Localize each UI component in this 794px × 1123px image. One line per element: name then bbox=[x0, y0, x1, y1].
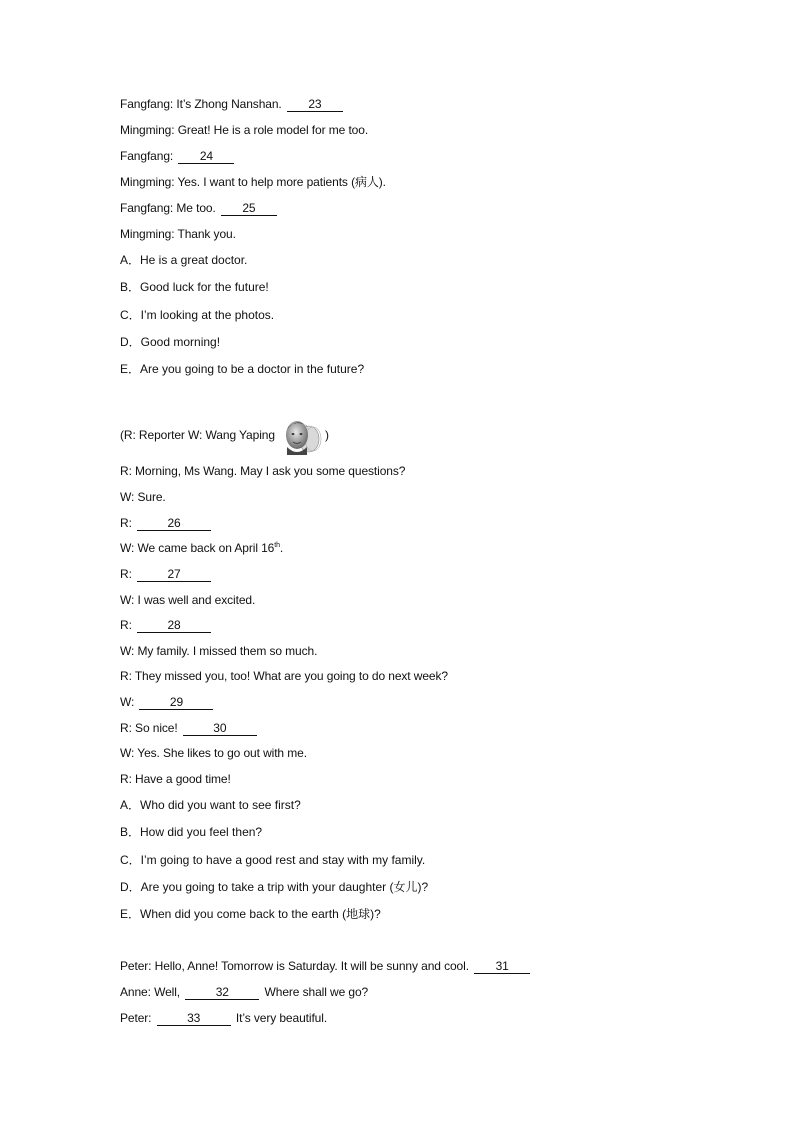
dialogue2-line-9: R: They missed you, too! What are you going to do next week? bbox=[120, 669, 448, 683]
dialogue1-line-3: Fangfang: 24 bbox=[120, 148, 236, 164]
dialogue1-line-4: Mingming: Yes. I want to help more patients (病人). bbox=[120, 175, 386, 189]
answer-blank-29: 29 bbox=[139, 696, 213, 710]
answer-blank-32: 32 bbox=[185, 986, 259, 1000]
dialogue2-line-6: W: I was well and excited. bbox=[120, 593, 256, 607]
dialogue2-option-b: B．How did you feel then? bbox=[120, 825, 263, 839]
dialogue1-option-e: E．Are you going to be a doctor in the future? bbox=[120, 362, 365, 376]
dialogue2-line-8: W: My family. I missed them so much. bbox=[120, 644, 318, 658]
dialogue2-line-13: R: Have a good time! bbox=[120, 772, 231, 786]
dialogue1-line-6: Mingming: Thank you. bbox=[120, 227, 236, 241]
dialogue3-line-2: Anne: Well, 32 Where shall we go? bbox=[120, 985, 369, 999]
answer-blank-27: 27 bbox=[137, 568, 211, 582]
answer-blank-23: 23 bbox=[287, 98, 343, 112]
answer-blank-26: 26 bbox=[137, 517, 211, 531]
dialogue1-line-1: Fangfang: It’s Zhong Nanshan. 23 bbox=[120, 96, 345, 112]
dialogue2-intro: (R: Reporter W: Wang Yaping ) bbox=[120, 416, 329, 455]
dialogue2-line-11: R: So nice! 30 bbox=[120, 720, 259, 736]
dialogue2-line-5: R: 27 bbox=[120, 566, 213, 582]
dialogue1-option-a: A．He is a great doctor. bbox=[120, 253, 248, 267]
dialogue2-line-12: W: Yes. She likes to go out with me. bbox=[120, 746, 307, 760]
answer-blank-24: 24 bbox=[178, 150, 234, 164]
dialogue3-line-3: Peter: 33 It’s very beautiful. bbox=[120, 1011, 328, 1025]
answer-blank-28: 28 bbox=[137, 619, 211, 633]
dialogue2-option-a: A．Who did you want to see first? bbox=[120, 798, 301, 812]
dialogue1-option-d: D．Good morning! bbox=[120, 335, 221, 349]
answer-blank-25: 25 bbox=[221, 202, 277, 216]
dialogue2-line-2: W: Sure. bbox=[120, 490, 166, 504]
dialogue1-option-b: B．Good luck for the future! bbox=[120, 280, 269, 294]
dialogue2-option-c: C．I’m going to have a good rest and stay with my family. bbox=[120, 853, 426, 867]
dialogue1-line-5: Fangfang: Me too. 25 bbox=[120, 200, 279, 216]
dialogue1-option-c: C．I’m looking at the photos. bbox=[120, 308, 275, 322]
dialogue2-line-10: W: 29 bbox=[120, 694, 215, 710]
astronaut-portrait-image bbox=[279, 417, 323, 455]
dialogue2-line-1: R: Morning, Ms Wang. May I ask you some questions? bbox=[120, 464, 406, 478]
answer-blank-31: 31 bbox=[474, 960, 530, 974]
answer-blank-30: 30 bbox=[183, 722, 257, 736]
dialogue2-line-7: R: 28 bbox=[120, 617, 213, 633]
dialogue2-line-4: W: We came back on April 16th. bbox=[120, 541, 284, 555]
dialogue3-line-1: Peter: Hello, Anne! Tomorrow is Saturday. It will be sunny and cool. 31 bbox=[120, 958, 532, 974]
dialogue2-option-e: E．When did you come back to the earth (地球)? bbox=[120, 907, 381, 921]
dialogue2-option-d: D．Are you going to take a trip with your daughter (女儿)? bbox=[120, 880, 429, 894]
astronaut-portrait-svg bbox=[279, 417, 323, 455]
dialogue1-line-2: Mingming: Great! He is a role model for me too. bbox=[120, 123, 369, 137]
answer-blank-33: 33 bbox=[157, 1012, 231, 1026]
dialogue2-line-3: R: 26 bbox=[120, 515, 213, 531]
